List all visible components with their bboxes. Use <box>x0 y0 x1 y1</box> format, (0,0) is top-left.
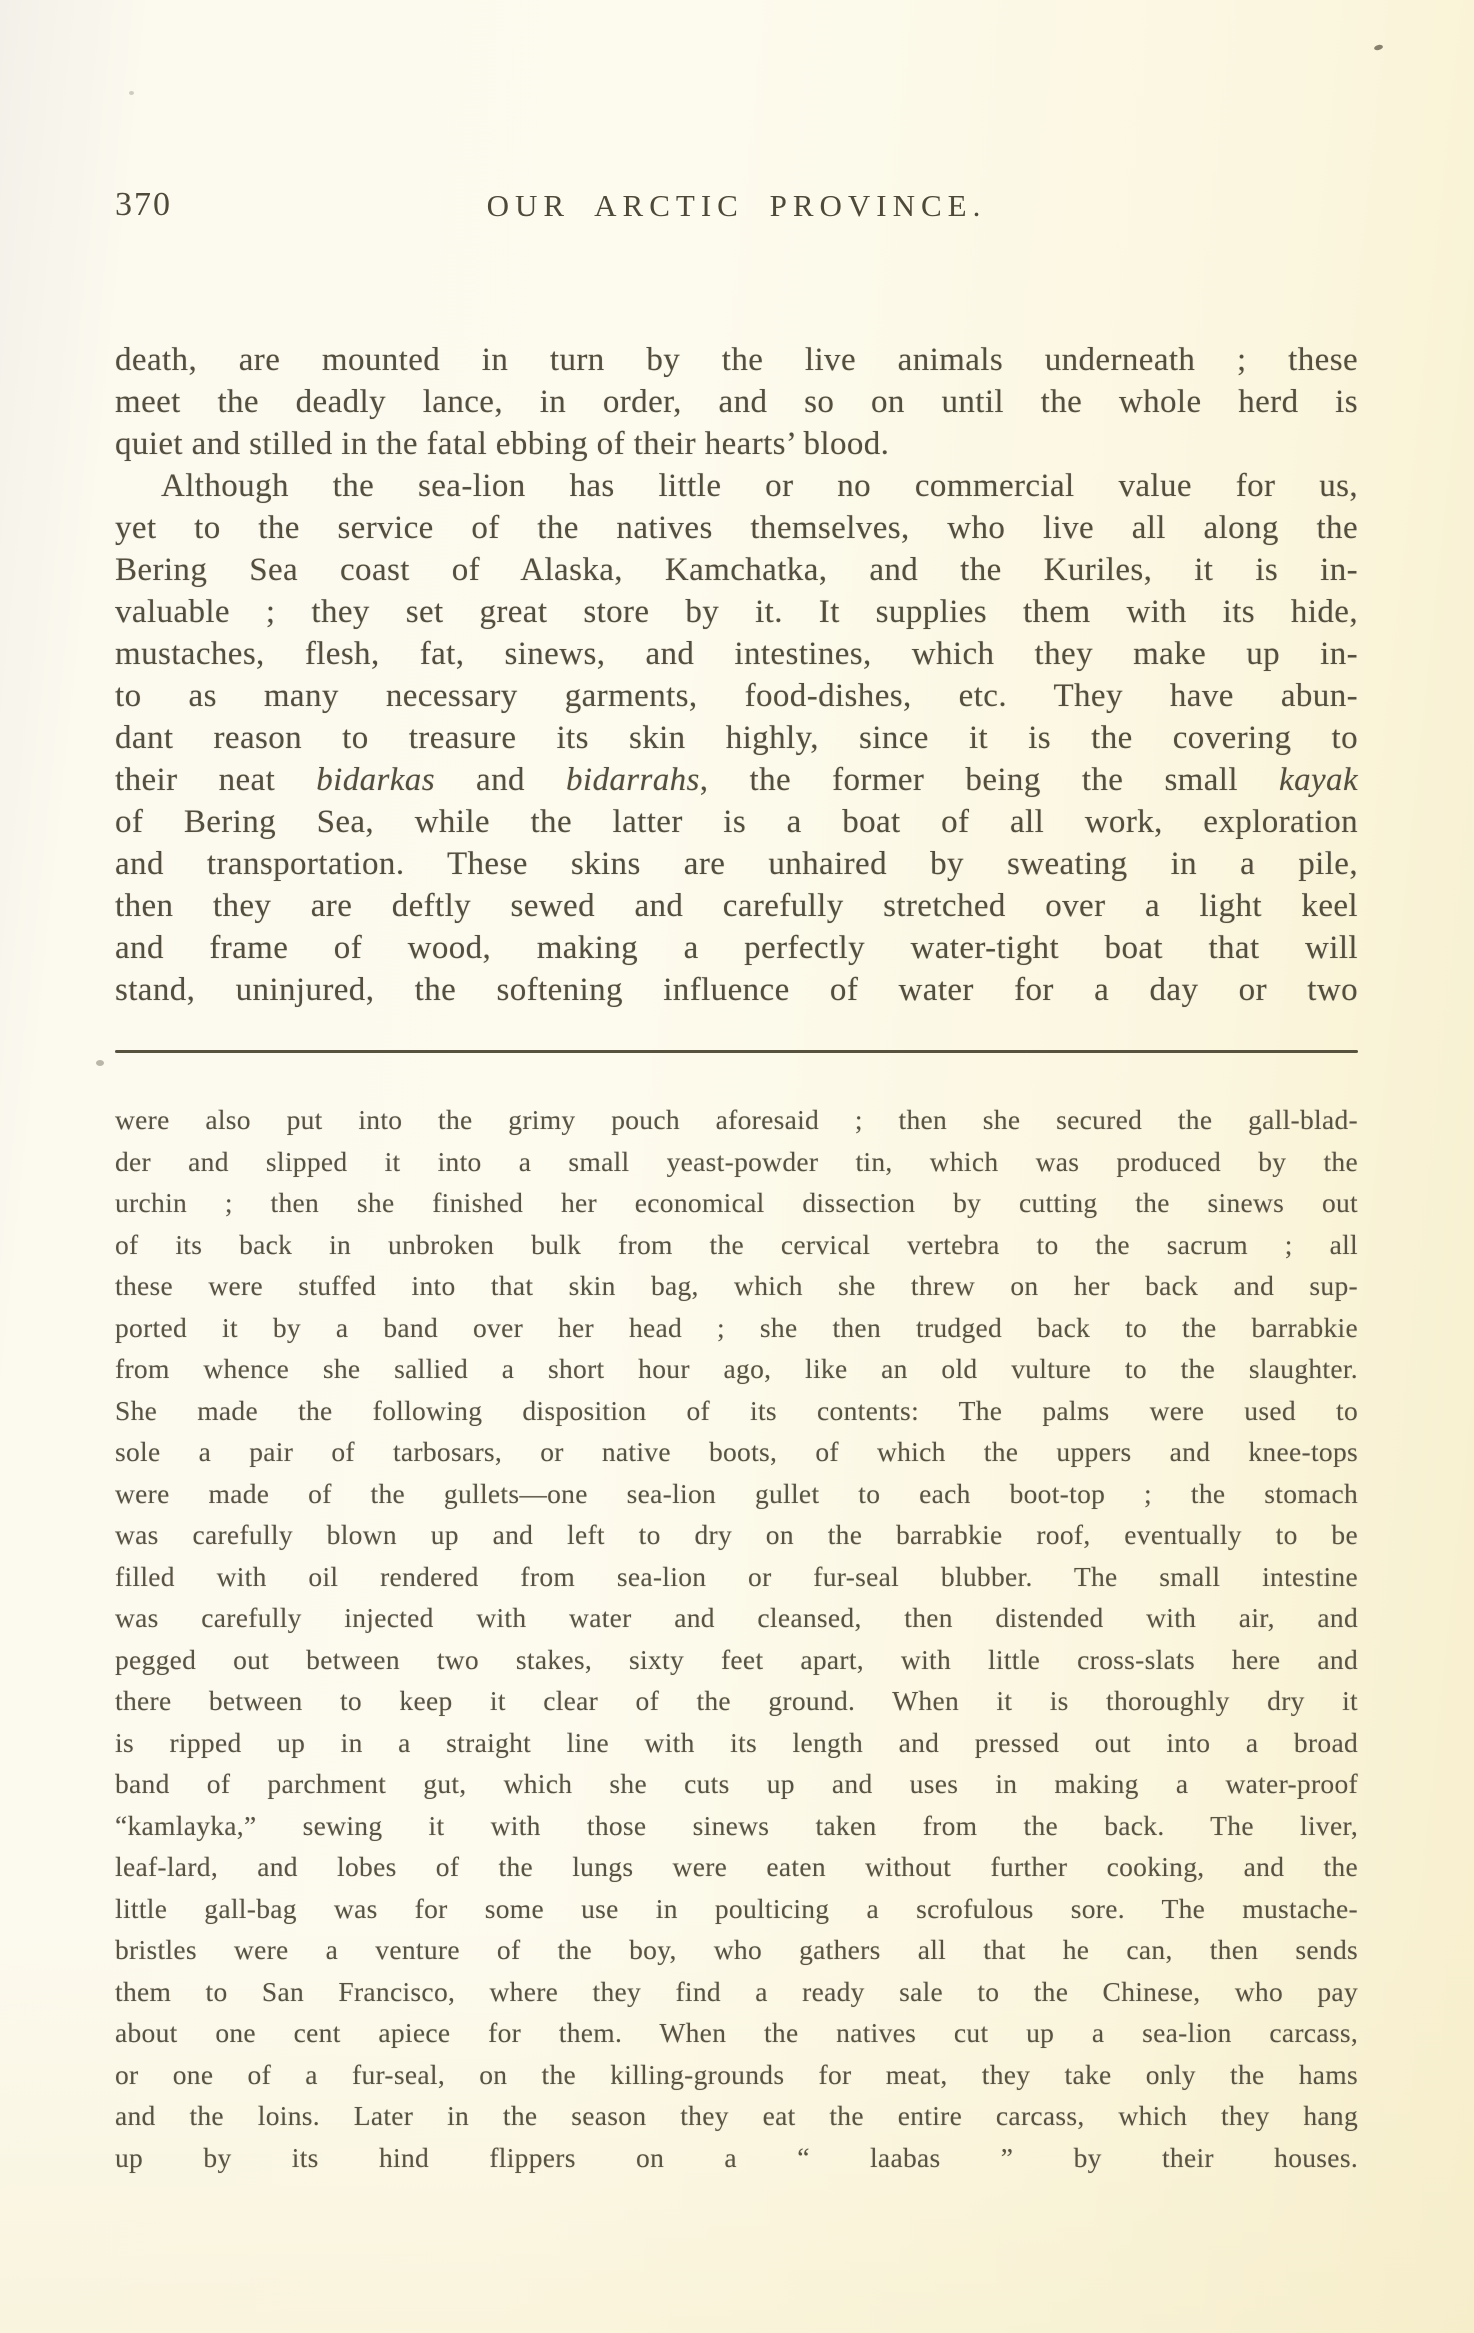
footnote-line: from whence she sallied a short hour ago, like an old vulture to the slaughter. <box>115 1353 1358 1384</box>
body-text-line: death, are mounted in turn by the live animals underneath ; these <box>115 342 1358 378</box>
page-header <box>115 186 1358 230</box>
body-text-line: stand, uninjured, the softening influence of water for a day or two <box>115 972 1358 1008</box>
footnote-line: up by its hind flippers on a “ laabas ” by their houses. <box>115 2141 1358 2173</box>
footnote-line: and the loins. Later in the season they eat the entire carcass, which they hang <box>115 2100 1358 2131</box>
body-text-line: yet to the service of the natives themselves, who live all along the <box>115 510 1358 546</box>
footnote-line: them to San Francisco, where they find a ready sale to the Chinese, who pay <box>115 1975 1358 2007</box>
footnote-line: urchin ; then she finished her economical dissection by cutting the sinews out <box>115 1187 1358 1218</box>
footnote-line: “kamlayka,” sewing it with those sinews taken from the back. The liver, <box>115 1809 1358 1841</box>
body-text-line: Bering Sea coast of Alaska, Kamchatka, and the Kuriles, it is in- <box>115 552 1358 588</box>
footnote-line: these were stuffed into that skin bag, which she threw on her back and sup- <box>115 1270 1358 1301</box>
footnote-line: about one cent apiece for them. When the natives cut up a sea-lion carcass, <box>115 2017 1358 2048</box>
footnote-line: is ripped up in a straight line with its length and pressed out into a broad <box>115 1726 1358 1758</box>
body-text-line: dant reason to treasure its skin highly, since it is the covering to <box>115 720 1358 756</box>
body-text-line: and transportation. These skins are unhaired by sweating in a pile, <box>115 846 1358 882</box>
footnote-line: filled with oil rendered from sea-lion or fur-seal blubber. The small intestine <box>115 1560 1358 1592</box>
body-text-line: Although the sea-lion has little or no commercial value for us, <box>161 468 1358 504</box>
footnote-line: der and slipped it into a small yeast-powder tin, which was produced by the <box>115 1145 1358 1177</box>
paper-speck <box>96 1060 104 1066</box>
footnote-line: ported it by a band over her head ; she then trudged back to the barrabkie <box>115 1311 1358 1343</box>
running-title: OUR ARCTIC PROVINCE. <box>486 188 987 223</box>
body-text-line: quiet and stilled in the fatal ebbing of their hearts’ blood. <box>115 426 890 462</box>
footnote-line: were made of the gullets—one sea-lion gullet to each boot-top ; the stomach <box>115 1477 1358 1509</box>
footnote-line: little gall-bag was for some use in poulticing a scrofulous sore. The mustache- <box>115 1892 1358 1924</box>
body-text-line: of Bering Sea, while the latter is a boat of all work, exploration <box>115 804 1358 840</box>
footnote-line: pegged out between two stakes, sixty feet apart, with little cross-slats here and <box>115 1643 1358 1675</box>
footnote-line: was carefully injected with water and cleansed, then distended with air, and <box>115 1602 1358 1633</box>
body-text-segment: , the former being the small <box>699 762 1280 798</box>
footnote-separator-rule <box>115 1050 1358 1053</box>
body-text-segment: and <box>434 762 566 798</box>
footnote-line: or one of a fur-seal, on the killing-grounds for meat, they take only the hams <box>115 2058 1358 2090</box>
footnote-line: there between to keep it clear of the ground. When it is thoroughly dry it <box>115 1685 1358 1716</box>
body-text-line: then they are deftly sewed and carefully stretched over a light keel <box>115 888 1358 924</box>
body-text-line: and frame of wood, making a perfectly water-tight boat that will <box>115 930 1358 966</box>
footnote-line: She made the following disposition of its contents: The palms were used to <box>115 1394 1358 1426</box>
footnote-text <box>115 1099 1358 2178</box>
footnote-line: band of parchment gut, which she cuts up and uses in making a water-proof <box>115 1768 1358 1799</box>
body-text-line: meet the deadly lance, in order, and so on until the whole herd is <box>115 384 1358 420</box>
body-text-segment-italic: bidarrahs <box>565 762 700 798</box>
body-text-segment-italic: kayak <box>1279 762 1358 798</box>
footnote-line: was carefully blown up and left to dry on the barrabkie roof, eventually to be <box>115 1519 1358 1550</box>
body-text-line: valuable ; they set great store by it. It supplies them with its hide, <box>115 594 1358 630</box>
footnote-line: leaf-lard, and lobes of the lungs were eaten without further cooking, and the <box>115 1851 1358 1882</box>
body-text-segment-italic: bidarkas <box>316 762 435 798</box>
footnote-line: were also put into the grimy pouch aforesaid ; then she secured the gall-blad- <box>115 1104 1358 1135</box>
paper-speck <box>129 91 134 95</box>
paper-speck <box>1374 44 1384 51</box>
body-text-segment: their neat <box>115 762 317 798</box>
body-text <box>115 339 1358 1011</box>
footnote-line: of its back in unbroken bulk from the cervical vertebra to the sacrum ; all <box>115 1228 1358 1260</box>
footnote-line: bristles were a venture of the boy, who gathers all that he can, then sends <box>115 1934 1358 1965</box>
body-text-line: to as many necessary garments, food-dishes, etc. They have abun- <box>115 678 1358 714</box>
body-text-line: mustaches, flesh, fat, sinews, and intestines, which they make up in- <box>115 636 1358 672</box>
footnote-line: sole a pair of tarbosars, or native boots, of which the uppers and knee-tops <box>115 1436 1358 1467</box>
page-number: 370 <box>115 186 172 223</box>
body-text-line <box>115 759 1358 801</box>
